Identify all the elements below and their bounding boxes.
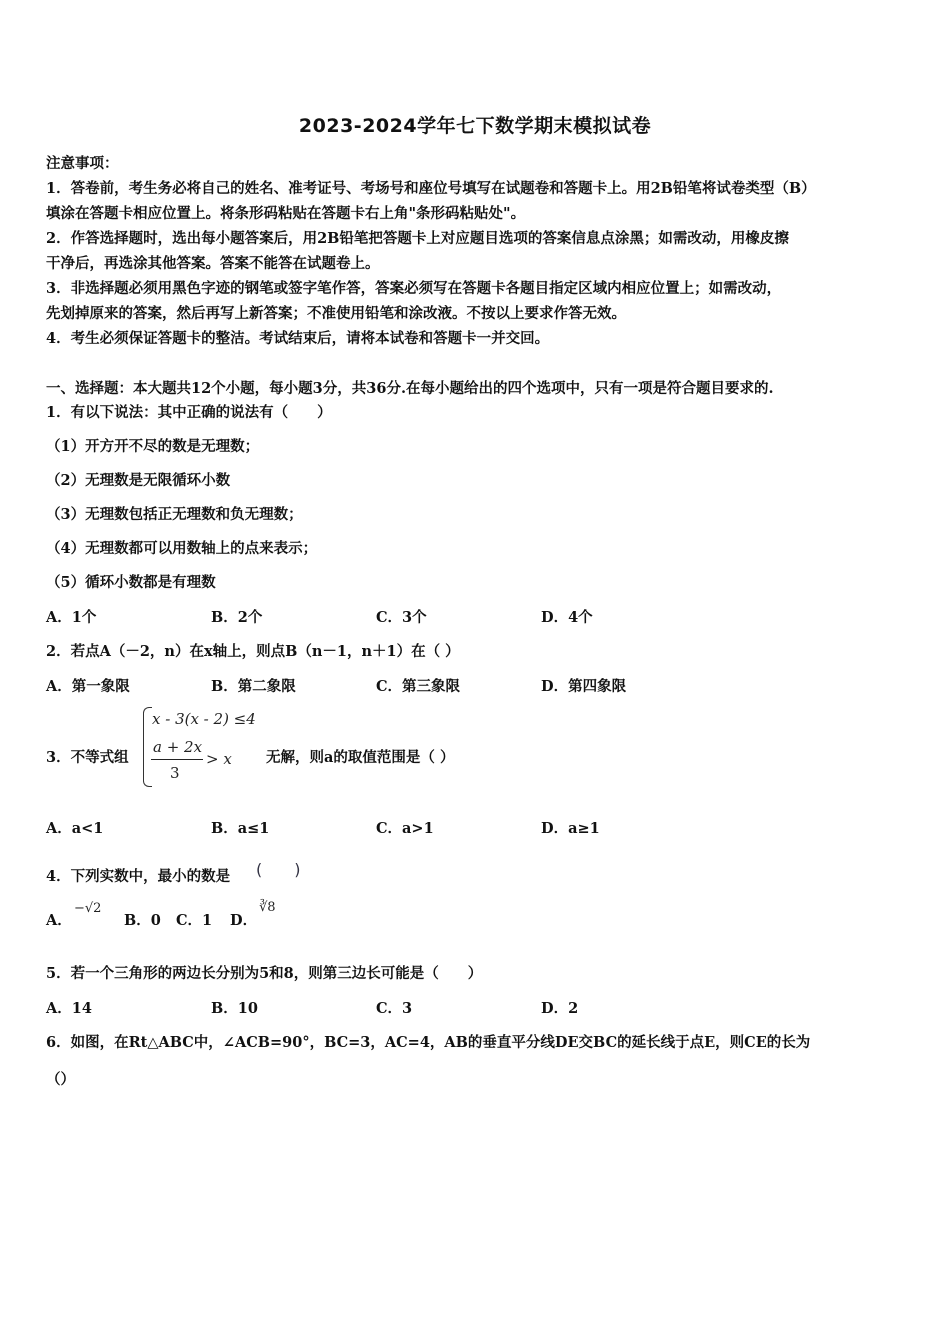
q1-item-4: （4）无理数都可以用数轴上的点来表示； bbox=[46, 540, 318, 557]
q6-tail: （） bbox=[46, 1071, 75, 1088]
q1-item-2: （2）无理数是无限循环小数 bbox=[46, 472, 231, 489]
q4-answer-paren: ( ) bbox=[256, 860, 301, 879]
q4-option-b: B．0 bbox=[124, 912, 161, 929]
notice-line-1: 1．答卷前，考生务必将自己的姓名、准考证号、考场号和座位号填写在试题卷和答题卡上。用2B铅笔将试卷类型（B） bbox=[46, 180, 816, 197]
notice-line-3: 2．作答选择题时，选出每小题答案后，用2B铅笔把答题卡上对应题目选项的答案信息点涂黑；如需改动，用橡皮擦 bbox=[46, 230, 789, 247]
q4-stem: 4．下列实数中，最小的数是 bbox=[46, 868, 231, 885]
q6-stem: 6．如图，在Rt△ABC中，∠ACB=90°，BC=3，AC=4，AB的垂直平分线DE交BC的延长线于点E，则CE的长为 bbox=[46, 1034, 811, 1051]
q3-system-brace bbox=[143, 707, 152, 787]
q3-inequality-1: x - 3(x - 2) ≤4 bbox=[152, 710, 256, 728]
q2-option-d: D．第四象限 bbox=[541, 678, 627, 695]
q3-fraction-numerator: a + 2x bbox=[153, 738, 203, 756]
q1-item-5: （5）循环小数都是有理数 bbox=[46, 574, 216, 591]
q4-option-d-math: ∛8 bbox=[259, 900, 276, 915]
q1-item-1: （1）开方开不尽的数是无理数； bbox=[46, 438, 260, 455]
notice-line-7: 4．考生必须保证答题卡的整洁。考试结束后，请将本试卷和答题卡一并交回。 bbox=[46, 330, 550, 347]
q3-option-c: C．a>1 bbox=[376, 820, 434, 837]
q3-option-d: D．a≥1 bbox=[541, 820, 600, 837]
q1-option-b: B．2个 bbox=[211, 609, 263, 626]
q5-option-d: D．2 bbox=[541, 1000, 579, 1017]
q3-suffix: 无解，则a的取值范围是（ ） bbox=[266, 749, 455, 766]
notice-line-6: 先划掉原来的答案，然后再写上新答案；不准使用铅笔和涂改液。不按以上要求作答无效。 bbox=[46, 305, 626, 322]
q1-stem: 1．有以下说法：其中正确的说法有（ ） bbox=[46, 404, 332, 421]
q3-option-a: A．a<1 bbox=[46, 820, 104, 837]
q3-fraction-rhs: > x bbox=[206, 750, 232, 768]
q4-option-d-label: D． bbox=[230, 912, 258, 929]
exam-title: 2023-2024学年七下数学期末模拟试卷 bbox=[298, 115, 652, 137]
q1-option-d: D．4个 bbox=[541, 609, 593, 626]
notice-line-4: 干净后，再选涂其他答案。答案不能答在试题卷上。 bbox=[46, 255, 380, 272]
q2-option-a: A．第一象限 bbox=[46, 678, 130, 695]
q5-option-b: B．10 bbox=[211, 1000, 258, 1017]
notice-line-2: 填涂在答题卡相应位置上。将条形码粘贴在答题卡右上角"条形码粘贴处"。 bbox=[46, 205, 526, 222]
q4-option-c: C．1 bbox=[176, 912, 213, 929]
q5-stem: 5．若一个三角形的两边长分别为5和8，则第三边长可能是（ ） bbox=[46, 965, 483, 982]
q3-fraction-bar bbox=[151, 759, 203, 760]
q2-stem: 2．若点A（－2，n）在x轴上，则点B（n－1，n＋1）在（ ） bbox=[46, 643, 460, 660]
q3-option-b: B．a≤1 bbox=[211, 820, 270, 837]
q5-option-c: C．3 bbox=[376, 1000, 413, 1017]
q4-option-a-label: A． bbox=[46, 912, 72, 929]
q4-option-a-math: −√2 bbox=[74, 901, 102, 916]
notice-heading: 注意事项： bbox=[46, 155, 119, 172]
q5-option-a: A．14 bbox=[46, 1000, 92, 1017]
q1-option-c: C．3个 bbox=[376, 609, 427, 626]
q3-fraction-denominator: 3 bbox=[170, 764, 180, 782]
notice-line-5: 3．非选择题必须用黑色字迹的钢笔或签字笔作答，答案必须写在答题卡各题目指定区域内相应位置上；如需改动， bbox=[46, 280, 782, 297]
q1-item-3: （3）无理数包括正无理数和负无理数； bbox=[46, 506, 303, 523]
section-heading: 一、选择题：本大题共12个小题，每小题3分，共36分.在每小题给出的四个选项中，只有一项是符合题目要求的. bbox=[46, 380, 774, 397]
q2-option-c: C．第三象限 bbox=[376, 678, 461, 695]
q1-option-a: A．1个 bbox=[46, 609, 97, 626]
q3-prefix: 3．不等式组 bbox=[46, 749, 129, 766]
q2-option-b: B．第二象限 bbox=[211, 678, 296, 695]
